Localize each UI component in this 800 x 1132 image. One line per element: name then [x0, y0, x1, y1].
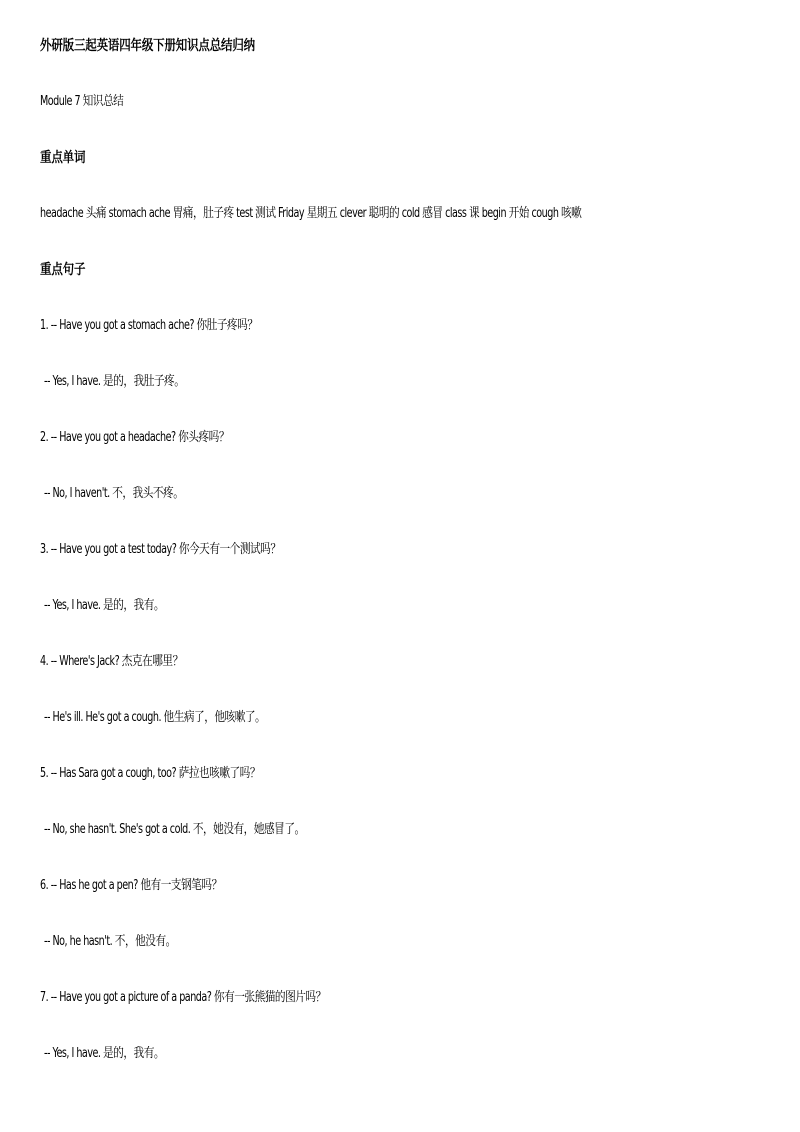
sentence-4-answer: -- He's ill. He's got a cough. 他生病了，他咳嗽了。	[44, 710, 266, 725]
sentence-1-question: 1. -- Have you got a stomach ache? 你肚子疼吗？	[40, 318, 258, 333]
sentence-3-question: 3. -- Have you got a test today? 你今天有一个测试吗？	[40, 542, 281, 557]
sentence-1-answer: -- Yes, I have. 是的，我肚子疼。	[44, 374, 185, 389]
vocab-line: headache 头痛 stomach ache 胃痛，肚子疼 test 测试 Friday 星期五 clever 聪明的 cold 感冒 class 课 begin 开始 cough 咳嗽	[40, 206, 582, 221]
sentence-2-answer: -- No, I haven't. 不，我头不疼。	[44, 486, 184, 501]
sentence-5-answer: -- No, she hasn't. She's got a cold. 不，她没有，她感冒了。	[44, 822, 305, 837]
vocab-heading: 重点单词	[40, 150, 86, 166]
sentence-4-question: 4. -- Where's Jack? 杰克在哪里？	[40, 654, 183, 669]
module-title: Module 7 知识总结	[40, 94, 124, 109]
document-title: 外研版三起英语四年级下册知识点总结归纳	[40, 38, 256, 54]
sentences-heading: 重点句子	[40, 262, 86, 278]
sentence-2-question: 2. -- Have you got a headache? 你头疼吗？	[40, 430, 230, 445]
sentence-6-question: 6. -- Has he got a pen? 他有一支钢笔吗？	[40, 878, 222, 893]
sentence-3-answer: -- Yes, I have. 是的，我有。	[44, 598, 165, 613]
sentence-7-question: 7. -- Have you got a picture of a panda? 你有一张熊猫的图片吗？	[40, 990, 326, 1005]
sentence-6-answer: -- No, he hasn't. 不，他没有。	[44, 934, 176, 949]
sentence-5-question: 5. -- Has Sara got a cough, too? 萨拉也咳嗽了吗？	[40, 766, 261, 781]
sentence-7-answer: -- Yes, I have. 是的，我有。	[44, 1046, 165, 1061]
